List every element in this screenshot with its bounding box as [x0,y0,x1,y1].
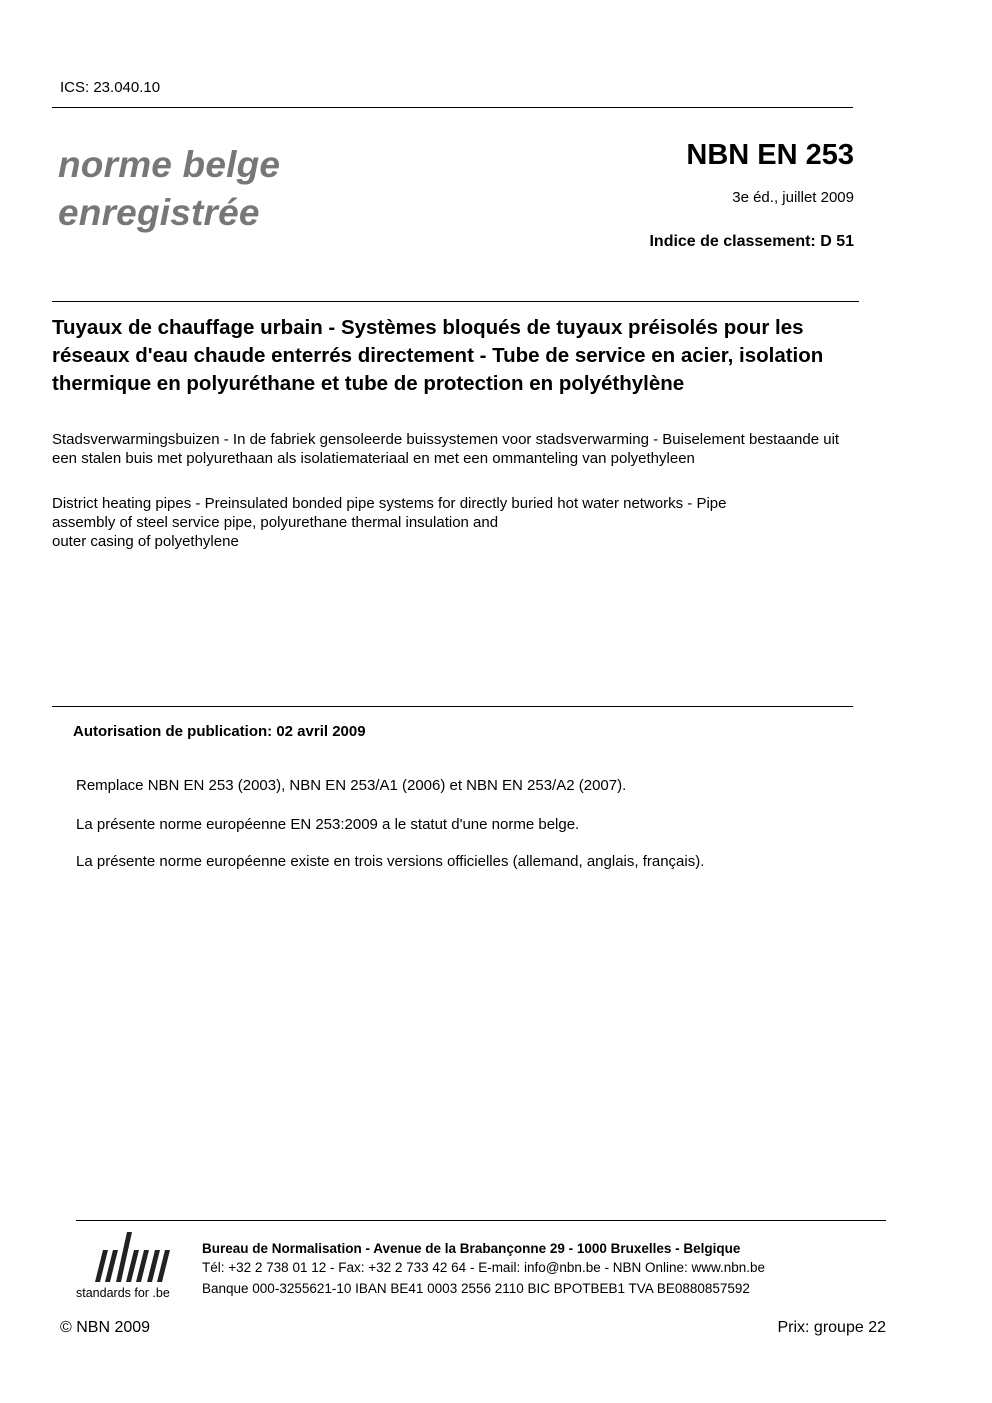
title-dutch: Stadsverwarmingsbuizen - In de fabriek gensoleerde buissystemen voor stadsverwarming - Buiselement bestaande uit een stalen buis met polyurethaan als isolatiemateriaal en met een ommanteling van polyethyleen [52,431,840,467]
header-divider [52,107,853,108]
versions-note: La présente norme européenne existe en trois versions officielles (allemand, anglais, français). [76,853,705,870]
brand-line-1: norme belge [58,144,281,185]
brand-title [58,141,280,237]
footer-address: Bureau de Normalisation - Avenue de la Brabançonne 29 - 1000 Bruxelles - Belgique [202,1241,741,1256]
publication-authorization: Autorisation de publication: 02 avril 2009 [73,723,366,740]
title-english-line-3: outer casing of polyethylene [52,533,239,550]
title-french: Tuyaux de chauffage urbain - Systèmes bloqués de tuyaux préisolés pour les réseaux d'eau chaude enterrés directement - Tube de service en acier, isolation thermique en polyuréthane et tube de protection en polyéthylène [52,316,824,395]
copyright: © NBN 2009 [60,1319,151,1336]
standard-number: NBN EN 253 [686,139,854,171]
publication-divider [52,706,853,707]
nbn-logo-mark [76,1228,186,1284]
status-note: La présente norme européenne EN 253:2009 a le statut d'une norme belge. [76,816,580,833]
footer-banking: Banque 000-3255621-10 IBAN BE41 0003 2556 2110 BIC BPOTBEB1 TVA BE0880857592 [202,1281,750,1296]
classification-index: Indice de classement: D 51 [649,233,854,250]
price-group: Prix: groupe 22 [777,1319,886,1336]
replaces-note: Remplace NBN EN 253 (2003), NBN EN 253/A1 (2006) et NBN EN 253/A2 (2007). [76,777,627,794]
brand-line-2: enregistrée [58,192,260,233]
footer-divider [76,1220,886,1221]
title-divider [52,301,859,302]
nbn-logo [76,1228,186,1306]
edition-date: 3e éd., juillet 2009 [732,189,854,206]
logo-tagline: standards for .be [76,1286,170,1300]
title-english [52,494,852,551]
title-english-line-1: District heating pipes - Preinsulated bonded pipe systems for directly buried hot water networks - Pipe [52,495,727,512]
title-english-line-2: assembly of steel service pipe, polyurethane thermal insulation and [52,514,499,531]
footer-contact: Tél: +32 2 738 01 12 - Fax: +32 2 733 42 64 - E-mail: info@nbn.be - NBN Online: www.nbn.be [202,1260,766,1275]
ics-code: ICS: 23.040.10 [60,79,161,96]
